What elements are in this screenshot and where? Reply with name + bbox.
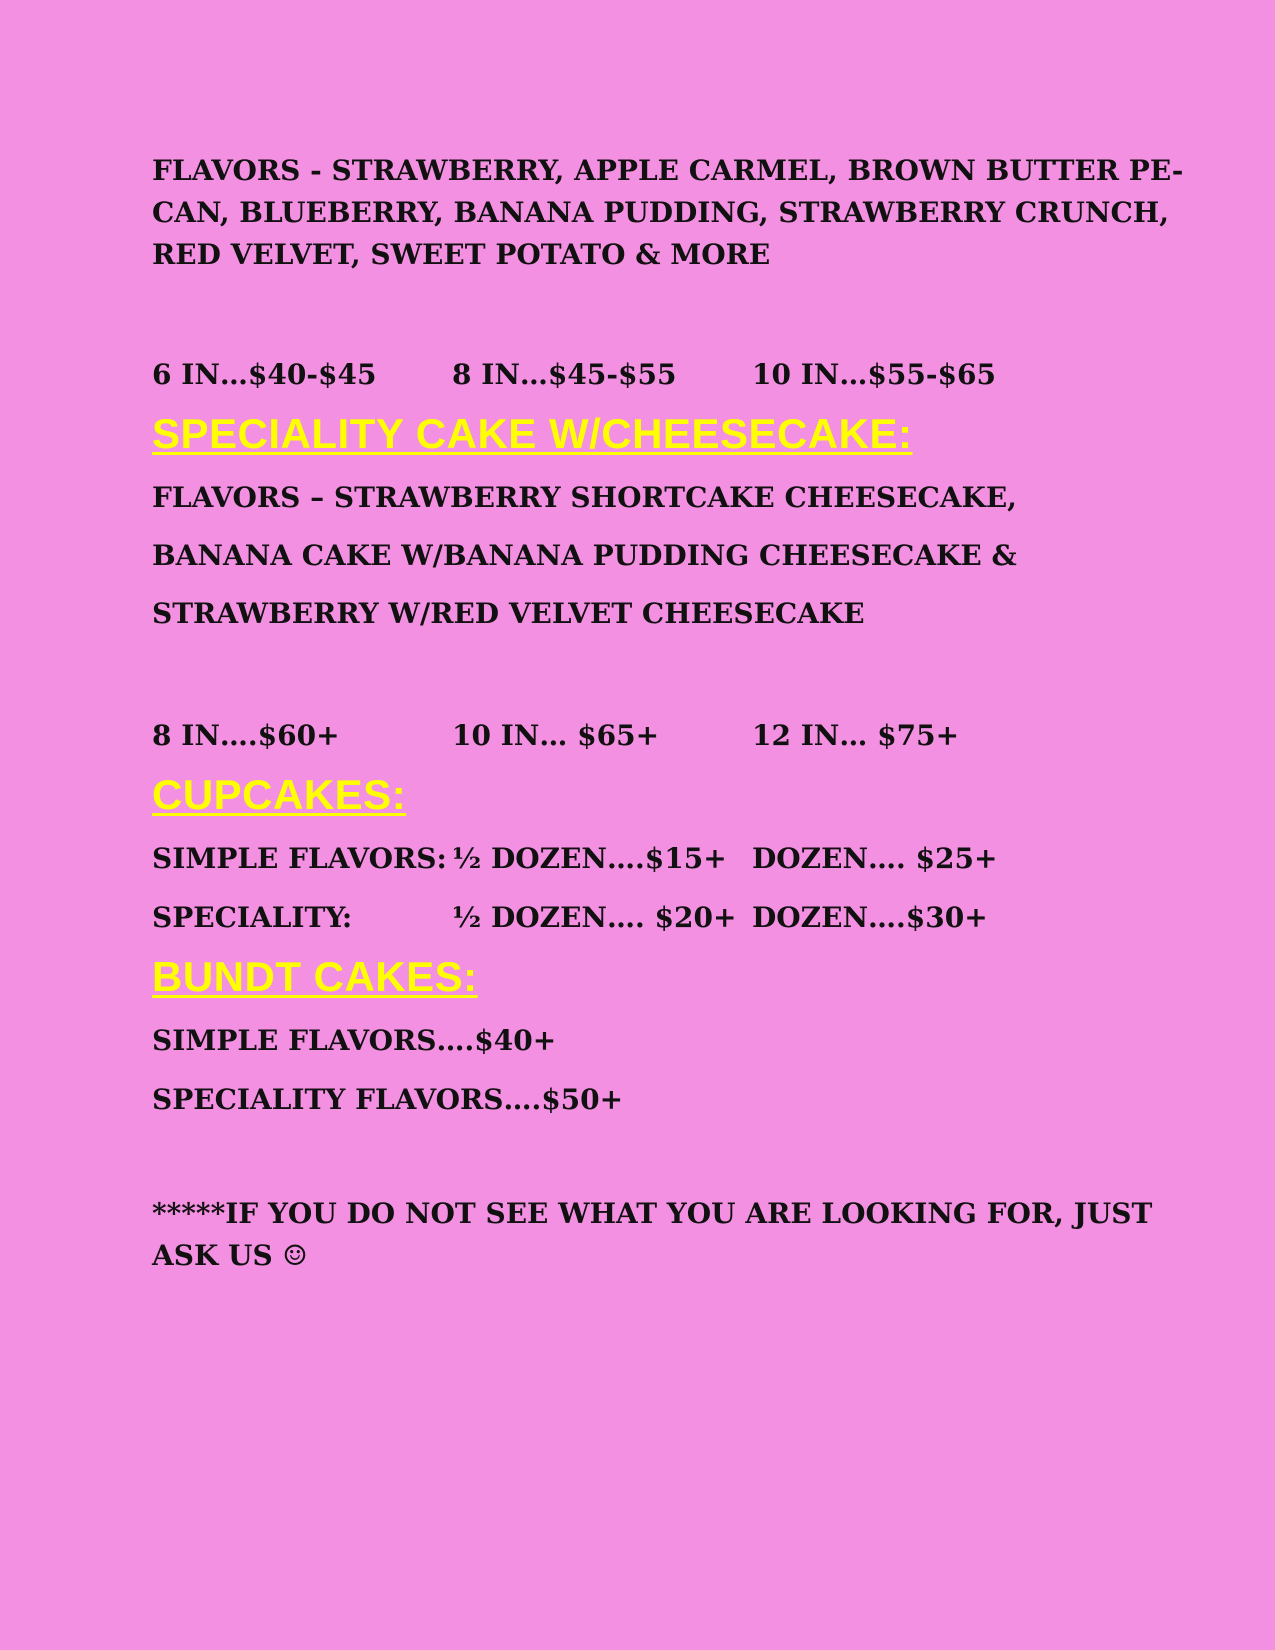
- cupcake-speciality-label: SPECIALITY:: [152, 901, 353, 934]
- speciality-price-8in: 8 IN….$60+: [152, 719, 340, 752]
- cupcake-simple-half-dozen: ½ DOZEN….$15+: [452, 842, 727, 875]
- cake-flavors-line-2: CAN, BLUEBERRY, BANANA PUDDING, STRAWBERRY CRUNCH,: [152, 196, 1169, 229]
- cupcake-simple-dozen: DOZEN…. $25+: [752, 842, 998, 875]
- bundt-simple-price: SIMPLE FLAVORS….$40+: [152, 1024, 557, 1057]
- footer-line-2: ASK US ☺: [152, 1239, 308, 1272]
- bundt-cakes-heading: BUNDT CAKES:: [152, 953, 478, 1000]
- bundt-speciality-price: SPECIALITY FLAVORS….$50+: [152, 1083, 624, 1116]
- speciality-flavors-line-1: FLAVORS – STRAWBERRY SHORTCAKE CHEESECAKE,: [152, 481, 1017, 514]
- cake-price-6in: 6 IN…$40-$45: [152, 358, 377, 391]
- cupcake-speciality-half-dozen: ½ DOZEN…. $20+: [452, 901, 737, 934]
- speciality-flavors-line-3: STRAWBERRY W/RED VELVET CHEESECAKE: [152, 597, 865, 630]
- cake-flavors-line-1: FLAVORS - STRAWBERRY, APPLE CARMEL, BROWN BUTTER PE-: [152, 154, 1184, 187]
- footer-line-1: *****IF YOU DO NOT SEE WHAT YOU ARE LOOKING FOR, JUST: [152, 1197, 1153, 1230]
- speciality-cake-heading: SPECIALITY CAKE W/CHEESECAKE:: [152, 410, 913, 457]
- cupcake-simple-label: SIMPLE FLAVORS:: [152, 842, 447, 875]
- cupcake-speciality-dozen: DOZEN….$30+: [752, 901, 988, 934]
- cake-price-10in: 10 IN…$55-$65: [752, 358, 996, 391]
- speciality-price-12in: 12 IN… $75+: [752, 719, 960, 752]
- speciality-flavors-line-2: BANANA CAKE W/BANANA PUDDING CHEESECAKE &: [152, 539, 1017, 572]
- speciality-price-10in: 10 IN… $65+: [452, 719, 660, 752]
- cake-price-8in: 8 IN…$45-$55: [452, 358, 677, 391]
- cake-flavors-line-3: RED VELVET, SWEET POTATO & MORE: [152, 238, 771, 271]
- cupcakes-heading: CUPCAKES:: [152, 771, 407, 818]
